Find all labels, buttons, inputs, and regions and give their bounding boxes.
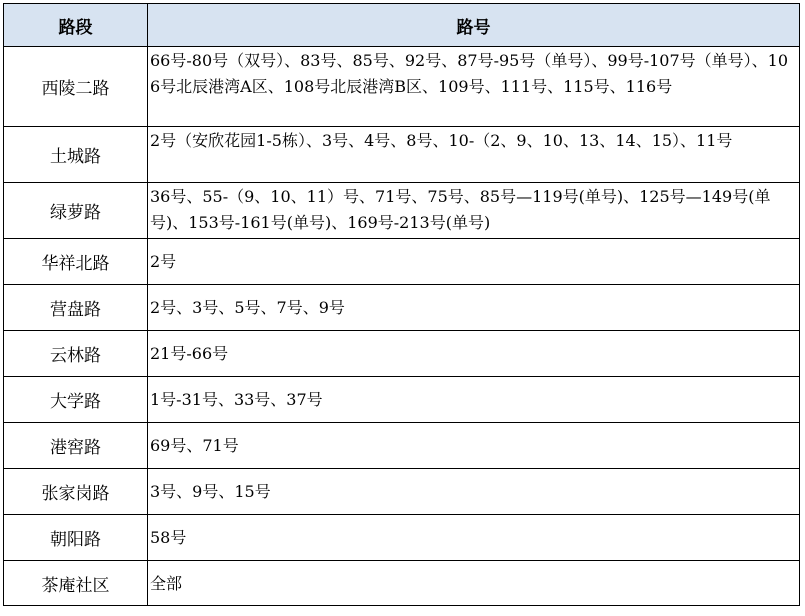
table-row (4, 515, 800, 561)
header-road-number: 路号 (148, 4, 800, 47)
table-row (4, 561, 800, 606)
road-numbers-cell: 66号-80号（双号）、83号、85号、92号、87号-95号（单号）、99号-107号（单号）、106号北辰港湾A区、108号北辰港湾B区、109号、111号、115号、116号 (148, 47, 800, 127)
road-name-cell: 西陵二路 (4, 47, 148, 127)
road-numbers-cell: 2号、3号、5号、7号、9号 (148, 285, 800, 331)
road-name-cell: 云林路 (4, 331, 148, 377)
table-row (4, 285, 800, 331)
road-name-cell: 营盘路 (4, 285, 148, 331)
table-row (4, 469, 800, 515)
road-number-table (3, 3, 800, 606)
road-name-cell: 茶庵社区 (4, 561, 148, 606)
road-numbers-cell: 58号 (148, 515, 800, 561)
table-row (4, 377, 800, 423)
table-row (4, 331, 800, 377)
road-numbers-cell: 全部 (148, 561, 800, 606)
road-name-cell: 港窖路 (4, 423, 148, 469)
road-name-cell: 朝阳路 (4, 515, 148, 561)
road-name-cell: 土城路 (4, 127, 148, 183)
road-name-cell: 大学路 (4, 377, 148, 423)
road-numbers-cell: 2号（安欣花园1-5栋）、3号、4号、8号、10-（2、9、10、13、14、15）、11号 (148, 127, 800, 183)
table-row (4, 239, 800, 285)
road-name-cell: 张家岗路 (4, 469, 148, 515)
table-row (4, 183, 800, 239)
road-numbers-cell: 2号 (148, 239, 800, 285)
table-row (4, 47, 800, 127)
table-row (4, 127, 800, 183)
road-numbers-cell: 3号、9号、15号 (148, 469, 800, 515)
table-row (4, 423, 800, 469)
road-name-cell: 华祥北路 (4, 239, 148, 285)
header-road-section: 路段 (4, 4, 148, 47)
road-numbers-cell: 36号、55-（9、10、11）号、71号、75号、85号—119号(单号)、125号—149号(单号)、153号-161号(单号)、169号-213号(单号) (148, 183, 800, 239)
road-numbers-cell: 21号-66号 (148, 331, 800, 377)
road-name-cell: 绿萝路 (4, 183, 148, 239)
road-numbers-cell: 1号-31号、33号、37号 (148, 377, 800, 423)
road-numbers-cell: 69号、71号 (148, 423, 800, 469)
table-header-row (4, 4, 800, 47)
